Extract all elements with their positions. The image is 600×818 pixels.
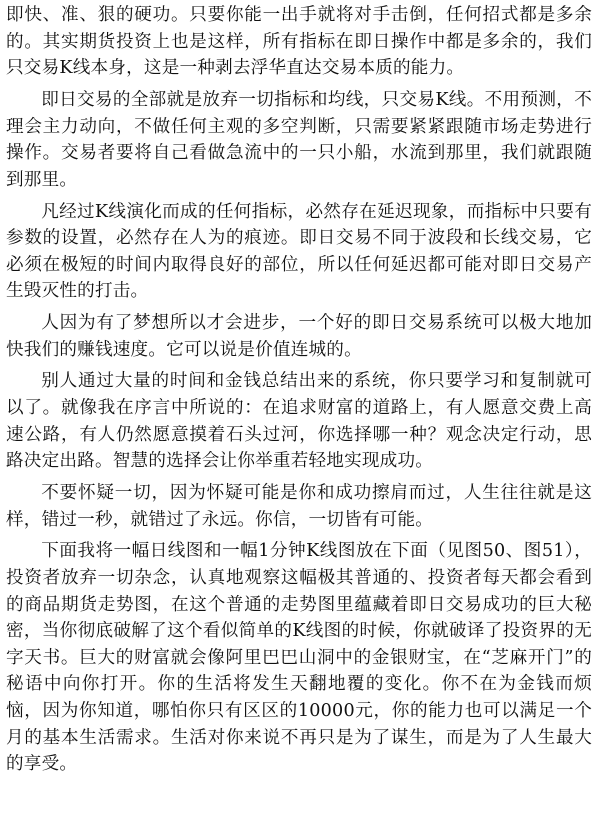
paragraph-5: 别人通过大量的时间和金钱总结出来的系统，你只要学习和复制就可以了。就像我在序言中所说的：在追求财富的道路上，有人愿意交费上高速公路，有人仍然愿意摸着石头过河，你选择哪一种？观念决定行动，思路决定出路。智慧的选择会让你举重若轻地实现成功。	[6, 371, 592, 472]
paragraph-4: 人因为有了梦想所以才会进步，一个好的即日交易系统可以极大地加快我们的赚钱速度。它可以说是价值连城的。	[6, 313, 592, 360]
paragraph-6: 不要怀疑一切，因为怀疑可能是你和成功擦肩而过，人生往往就是这样，错过一秒，就错过了永远。你信，一切皆有可能。	[6, 483, 592, 530]
paragraph-2: 即日交易的全部就是放弃一切指标和均线，只交易K线。不用预测，不理会主力动向，不做任何主观的多空判断，只需要紧紧跟随市场走势进行操作。交易者要将自己看做急流中的一只小船，水流到那里，我们就跟随到那里。	[6, 89, 592, 190]
paragraph-7: 下面我将一幅日线图和一幅1分钟K线图放在下面（见图50、图51），投资者放弃一切杂念，认真地观察这幅极其普通的、投资者每天都会看到的商品期货走势图，在这个普通的走势图里蕴藏着即日交易成功的巨大秘密，当你彻底破解了这个看似简单的K线图的时候，你就破译了投资界的无字天书。巨大的财富就会像阿里巴巴山洞中的金银财宝，在“芝麻开门”的秘语中向你打开。你的生活将发生天翻地覆的变化。你不在为金钱而烦恼，因为你知道，哪怕你只有区区的10000元，你的能力也可以满足一个月的基本生活需求。生活对你来说不再只是为了谋生，而是为了人生最大的享受。	[6, 541, 592, 775]
paragraph-1: 即快、准、狠的硬功。只要你能一出手就将对手击倒，任何招式都是多余的。其实期货投资上也是这样，所有指标在即日操作中都是多余的，我们只交易K线本身，这是一种剥去浮华直达交易本质的能力。	[6, 5, 592, 79]
paragraph-3: 凡经过K线演化而成的任何指标，必然存在延迟现象，而指标中只要有参数的设置，必然存在人为的痕迹。即日交易不同于波段和长线交易，它必须在极短的时间内取得良好的部位，所以任何延迟都可能对即日交易产生毁灭性的打击。	[6, 201, 592, 302]
